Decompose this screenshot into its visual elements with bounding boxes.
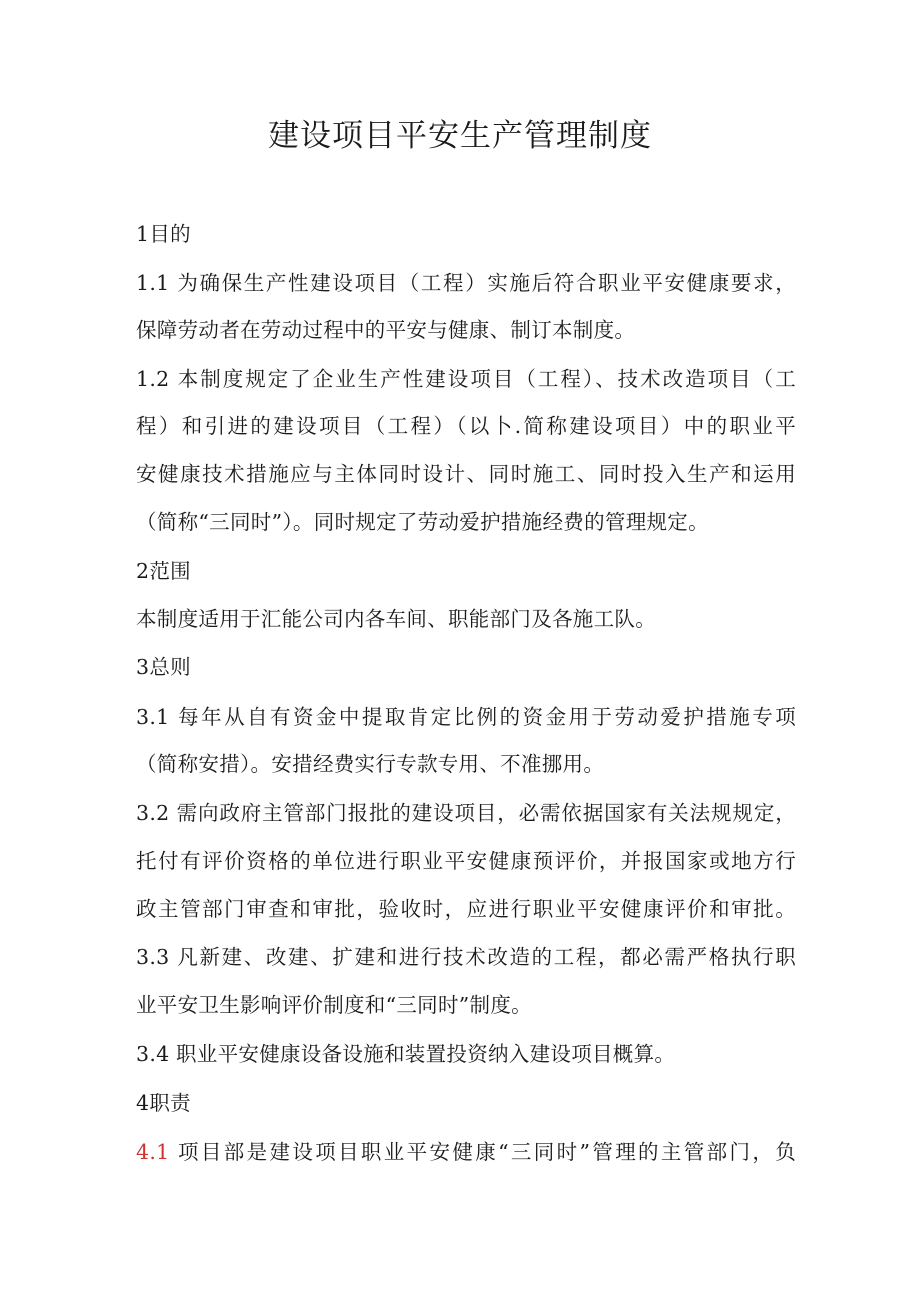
clause-3-3-line-2: 业平安卫生影响评价制度和“三同时”制度。: [136, 993, 532, 1017]
clause-3-2-line-1: [136, 797, 796, 829]
clause-text: 需向政府主管部门报批的建设项目，必需依据国家有关法规规定，: [176, 801, 796, 825]
clause-text: 职业平安健康设备设施和装置投资纳入建设项目概算。: [176, 1042, 676, 1066]
clause-number: 4.1: [136, 1140, 170, 1164]
clause-1-2-line-2: 程）和引进的建设项目（工程）（以卜.简称建设项目）中的职业平: [136, 414, 796, 438]
clause-text: 本制度规定了企业生产性建设项目（工程）、技术改造项目（工: [176, 367, 796, 391]
document-title: 建设项目平安生产管理制度: [268, 118, 652, 154]
clause-3-1-line-2: （简称安措）。安措经费实行专款专用、不准挪用。: [136, 752, 605, 776]
clause-text: 凡新建、改建、扩建和进行技术改造的工程，都必需严格执行职: [176, 945, 796, 969]
section-heading-scope: 2范围: [136, 559, 191, 583]
clause-number: 1.2: [136, 367, 170, 391]
clause-3-1-line-1: [136, 701, 796, 733]
section-heading-responsibilities: 4职责: [136, 1091, 191, 1115]
clause-number: 3.3: [136, 945, 170, 969]
scope-text: 本制度适用于汇能公司内各车间、职能部门及各施工队。: [136, 607, 656, 631]
section-heading-purpose: 1目的: [136, 222, 191, 246]
clause-1-2-line-3: 安健康技术措施应与主体同时设计、同时施工、同时投入生产和运用: [136, 462, 796, 486]
clause-1-2-line-4: （简称“三同时”）。同时规定了劳动爱护措施经费的管理规定。: [136, 510, 709, 534]
clause-3-3-line-1: [136, 941, 796, 973]
clause-1-2-line-1: [136, 363, 796, 395]
section-heading-general: 3总则: [136, 655, 191, 679]
clause-3-2-line-2: 托付有评价资格的单位进行职业平安健康预评价，并报国家或地方行: [136, 849, 796, 873]
clause-1-1-line-2: 保障劳动者在劳动过程中的平安与健康、制订本制度。: [136, 318, 636, 342]
clause-number: 3.4: [136, 1042, 170, 1066]
clause-number: 3.2: [136, 801, 170, 825]
clause-1-1-line-1: [136, 267, 796, 299]
clause-4-1-line-1: [136, 1136, 796, 1168]
clause-text: 为确保生产性建设项目（工程）实施后符合职业平安健康要求，: [176, 271, 796, 295]
clause-3-4-line-1: [136, 1038, 796, 1070]
clause-text: 每年从自有资金中提取肯定比例的资金用于劳动爱护措施专项: [176, 705, 796, 729]
clause-3-2-line-3: 政主管部门审查和审批，验收时，应进行职业平安健康评价和审批。: [136, 897, 796, 921]
clause-number: 3.1: [136, 705, 170, 729]
clause-text: 项目部是建设项目职业平安健康“三同时”管理的主管部门，负: [176, 1140, 796, 1164]
clause-number: 1.1: [136, 271, 170, 295]
